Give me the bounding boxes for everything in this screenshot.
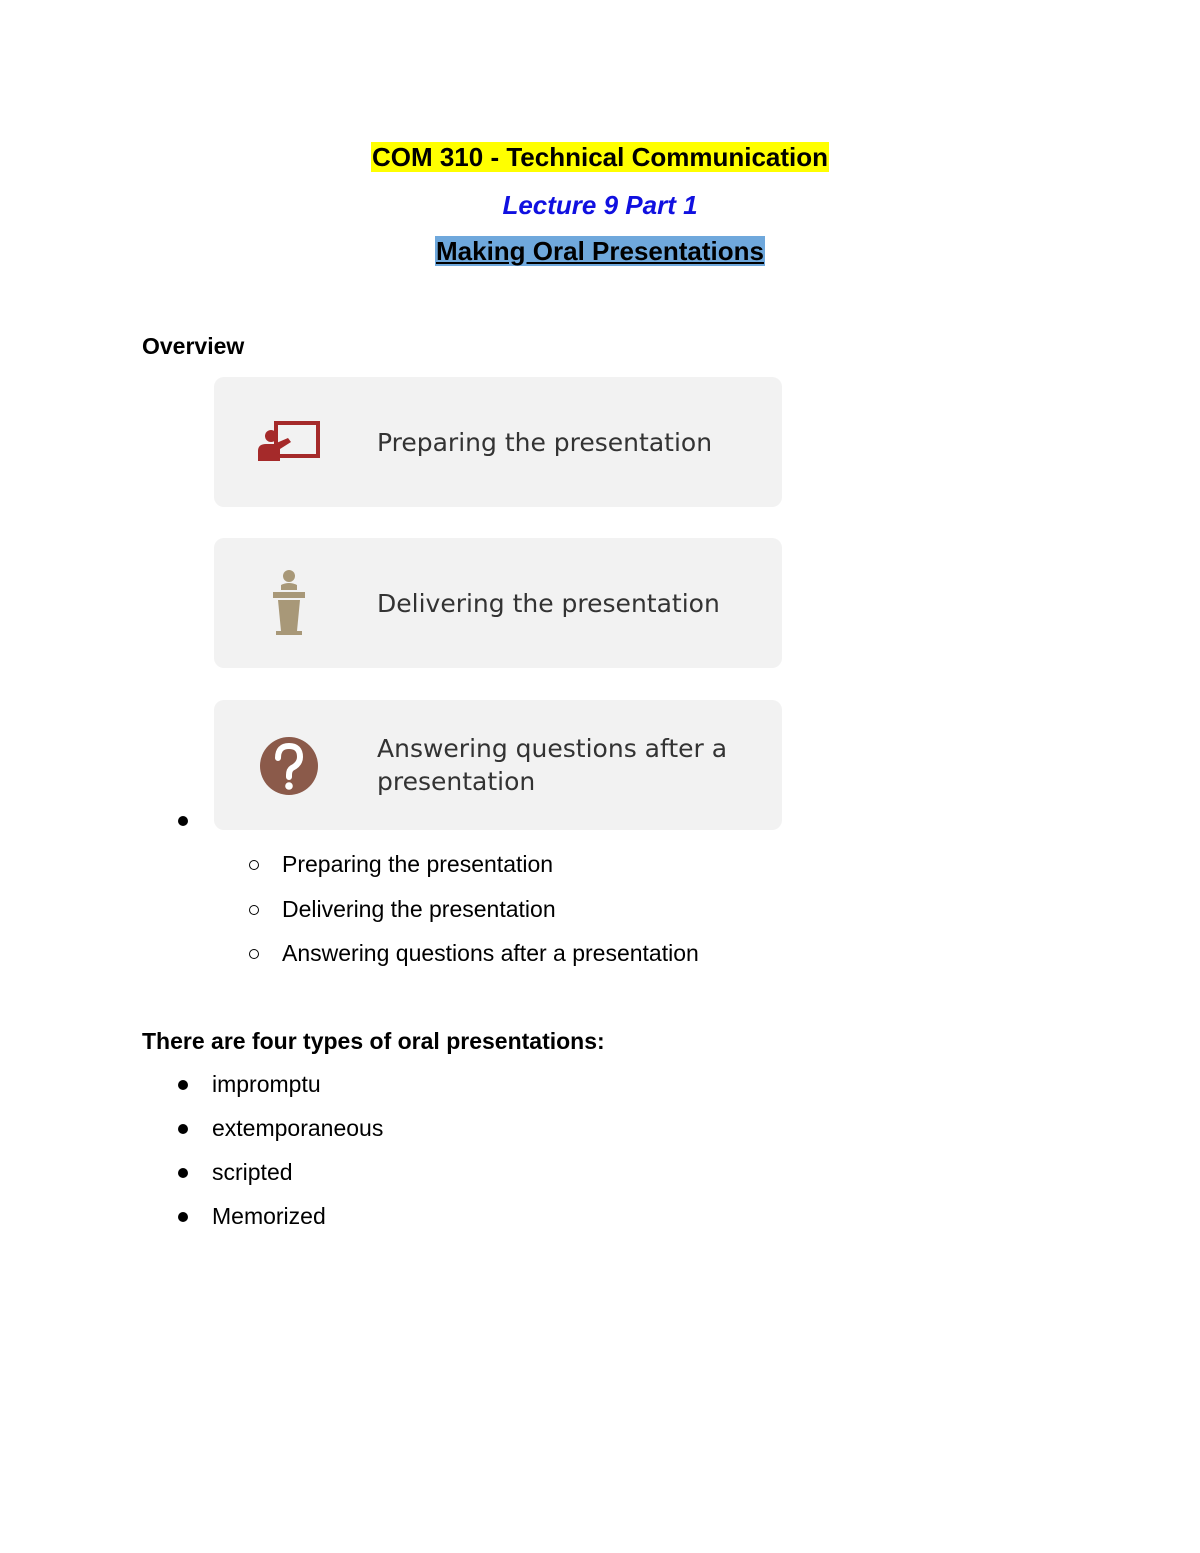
overview-card-answering bbox=[214, 700, 782, 830]
course-title bbox=[0, 139, 1200, 175]
lecture-title bbox=[0, 187, 1200, 223]
types-heading: There are four types of oral presentations: bbox=[142, 1028, 605, 1054]
list-item: Delivering the presentation bbox=[249, 891, 699, 936]
list-item: impromptu bbox=[178, 1066, 383, 1110]
overview-card-label: Preparing the presentation bbox=[377, 427, 713, 457]
presenter-at-board-icon bbox=[254, 407, 324, 477]
topic-title bbox=[0, 233, 1200, 269]
speaker-at-podium-icon bbox=[254, 568, 324, 638]
list-item: extemporaneous bbox=[178, 1110, 383, 1154]
list-item: Preparing the presentation bbox=[249, 846, 699, 891]
overview-card-label: Delivering the presentation bbox=[377, 588, 720, 618]
course-title-text: COM 310 - Technical Communication bbox=[371, 142, 829, 172]
lecture-title-text: Lecture 9 Part 1 bbox=[502, 190, 698, 220]
question-mark-icon bbox=[254, 730, 324, 800]
list-item: Memorized bbox=[178, 1198, 383, 1242]
topic-title-text: Making Oral Presentations bbox=[436, 236, 764, 266]
overview-card-preparing bbox=[214, 377, 782, 507]
list-item: Answering questions after a presentation bbox=[249, 935, 699, 980]
list-item: scripted bbox=[178, 1154, 383, 1198]
bullet-icon bbox=[178, 816, 188, 826]
overview-sub-list bbox=[249, 846, 699, 980]
types-list bbox=[178, 1066, 383, 1242]
overview-card-label: Answering questions after a presentation bbox=[377, 734, 728, 796]
overview-card-delivering bbox=[214, 538, 782, 668]
overview-heading: Overview bbox=[142, 333, 245, 359]
